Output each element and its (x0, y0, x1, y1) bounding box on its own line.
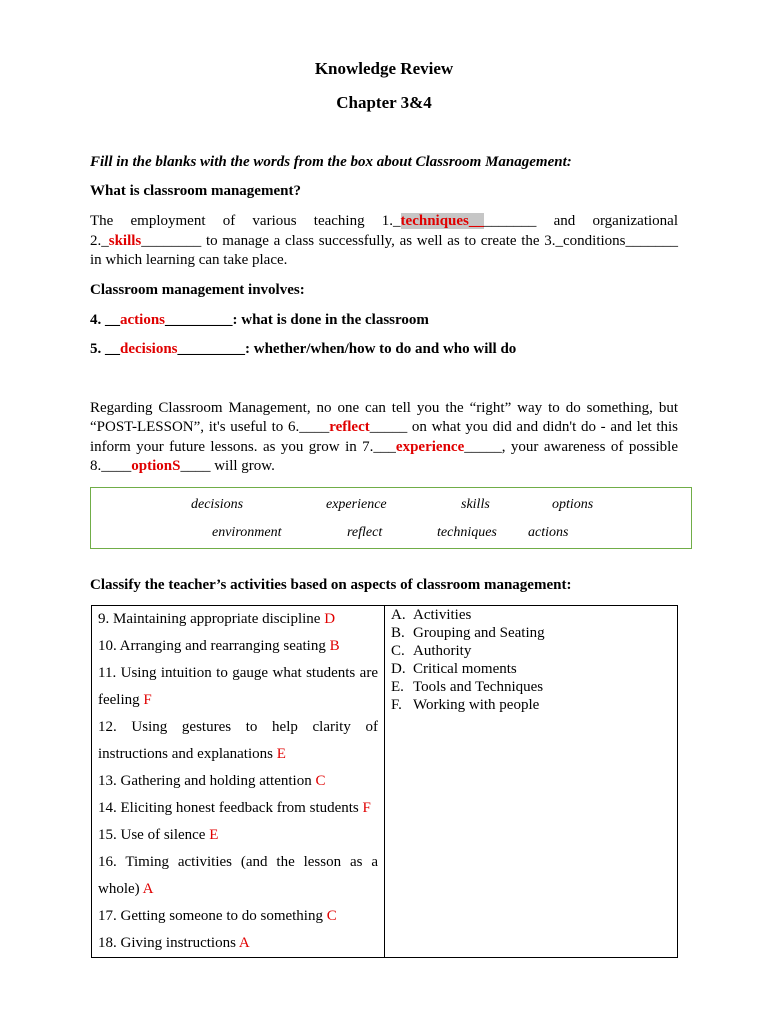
answer-2: skills (108, 233, 142, 249)
answer-5: decisions (120, 341, 178, 357)
para2-l4-post: ____ will grow. (180, 458, 275, 474)
word-box (90, 487, 692, 549)
options-list (385, 606, 677, 714)
options-cell (385, 606, 678, 958)
involves-heading: Classroom management involves: (90, 282, 305, 298)
answer-4: actions (120, 312, 165, 328)
para2-line4 (90, 457, 678, 477)
activity-answer: F (143, 692, 152, 708)
para2-line3 (90, 438, 678, 458)
para1-line3: in which learning can take place. (90, 252, 288, 268)
activity-item: 9. Maintaining appropriate discipline D (98, 611, 336, 627)
activity-answer: D (324, 611, 336, 627)
para2-l2-pre: “POST-LESSON”, it's useful to 6.____ (90, 419, 330, 435)
para2-line1: Regarding Classroom Management, no one can tell you the “right” way to do something, but (90, 400, 678, 416)
option-item: D. Critical moments (391, 661, 517, 677)
activities-list (92, 606, 384, 957)
instruction-text: Fill in the blanks with the words from the box about Classroom Management: (90, 154, 572, 170)
word-box-item: techniques (437, 525, 497, 540)
activity-item: 17. Getting someone to do something C (98, 908, 337, 924)
answer-7: experience (395, 439, 465, 455)
para2-l2-post: _____ on what you did and didn't do - and let this (369, 419, 678, 435)
answer-8: optionS (131, 458, 181, 474)
activity-answer: E (209, 827, 219, 843)
item4-prefix: 4. __ (90, 312, 120, 328)
word-box-item: reflect (347, 525, 383, 540)
item5-prefix: 5. __ (90, 341, 120, 357)
activity-item: 10. Arranging and rearranging seating B (98, 638, 340, 654)
word-box-item: experience (326, 497, 387, 512)
para2-l3-pre: inform your future lessons. as you grow in 7.___ (90, 439, 396, 455)
para1-line1 (90, 212, 678, 232)
para2-line2 (90, 418, 678, 438)
para1-line2 (90, 232, 678, 252)
para1-l1-pre: The employment of various teaching 1._ (90, 213, 401, 229)
classification-table (91, 605, 678, 958)
para2-l3-post: _____, your awareness of possible (464, 439, 678, 455)
word-box-item: skills (461, 497, 490, 512)
item5-suffix: _________: whether/when/how to do and who will do (177, 341, 517, 357)
activity-answer: A (238, 935, 250, 951)
activity-item: 15. Use of silence E (98, 827, 219, 843)
item4-suffix: _________: what is done in the classroom (165, 312, 429, 328)
option-item: A. Activities (391, 607, 472, 623)
activity-answer: C (315, 773, 326, 789)
word-box-item: actions (528, 525, 569, 540)
answer-6: reflect (329, 419, 370, 435)
activity-item: 11. Using intuition to gauge what students are feeling F (98, 665, 378, 708)
page-title: Knowledge Review (314, 59, 454, 78)
option-item: E. Tools and Techniques (391, 679, 544, 695)
option-item: F. Working with people (391, 697, 540, 713)
activity-answer: B (329, 638, 340, 654)
item-5 (90, 340, 678, 360)
classify-heading: Classify the teacher’s activities based on aspects of classroom management: (90, 577, 572, 593)
word-box-item: options (552, 497, 594, 512)
activities-cell (92, 606, 385, 958)
activity-item: 12. Using gestures to help clarity of instructions and explanations E (98, 719, 378, 762)
activity-answer: F (362, 800, 371, 816)
para1-l2-mid: ________ to manage a class successfully, as well as to create the 3._conditions_______ (141, 233, 678, 249)
activity-answer: C (326, 908, 337, 924)
para1-l2-pre: 2._ (90, 233, 109, 249)
activity-item: 13. Gathering and holding attention C (98, 773, 326, 789)
option-item: B. Grouping and Seating (391, 625, 545, 641)
activity-answer: A (142, 881, 154, 897)
activity-answer: E (276, 746, 286, 762)
activity-item: 16. Timing activities (and the lesson as a whole) A (98, 854, 378, 897)
activity-item: 18. Giving instructions A (98, 935, 250, 951)
para2-l4-pre: 8.____ (90, 458, 132, 474)
activity-item: 14. Eliciting honest feedback from students F (98, 800, 371, 816)
question-heading: What is classroom management? (90, 183, 301, 199)
item-4 (90, 311, 678, 331)
para1-l1-post: _______ and organizational (483, 213, 678, 229)
word-box-item: environment (212, 525, 282, 540)
answer-1: techniques__ (400, 213, 484, 229)
option-item: C. Authority (391, 643, 472, 659)
page-subtitle: Chapter 3&4 (336, 93, 432, 112)
word-box-item: decisions (191, 497, 244, 512)
